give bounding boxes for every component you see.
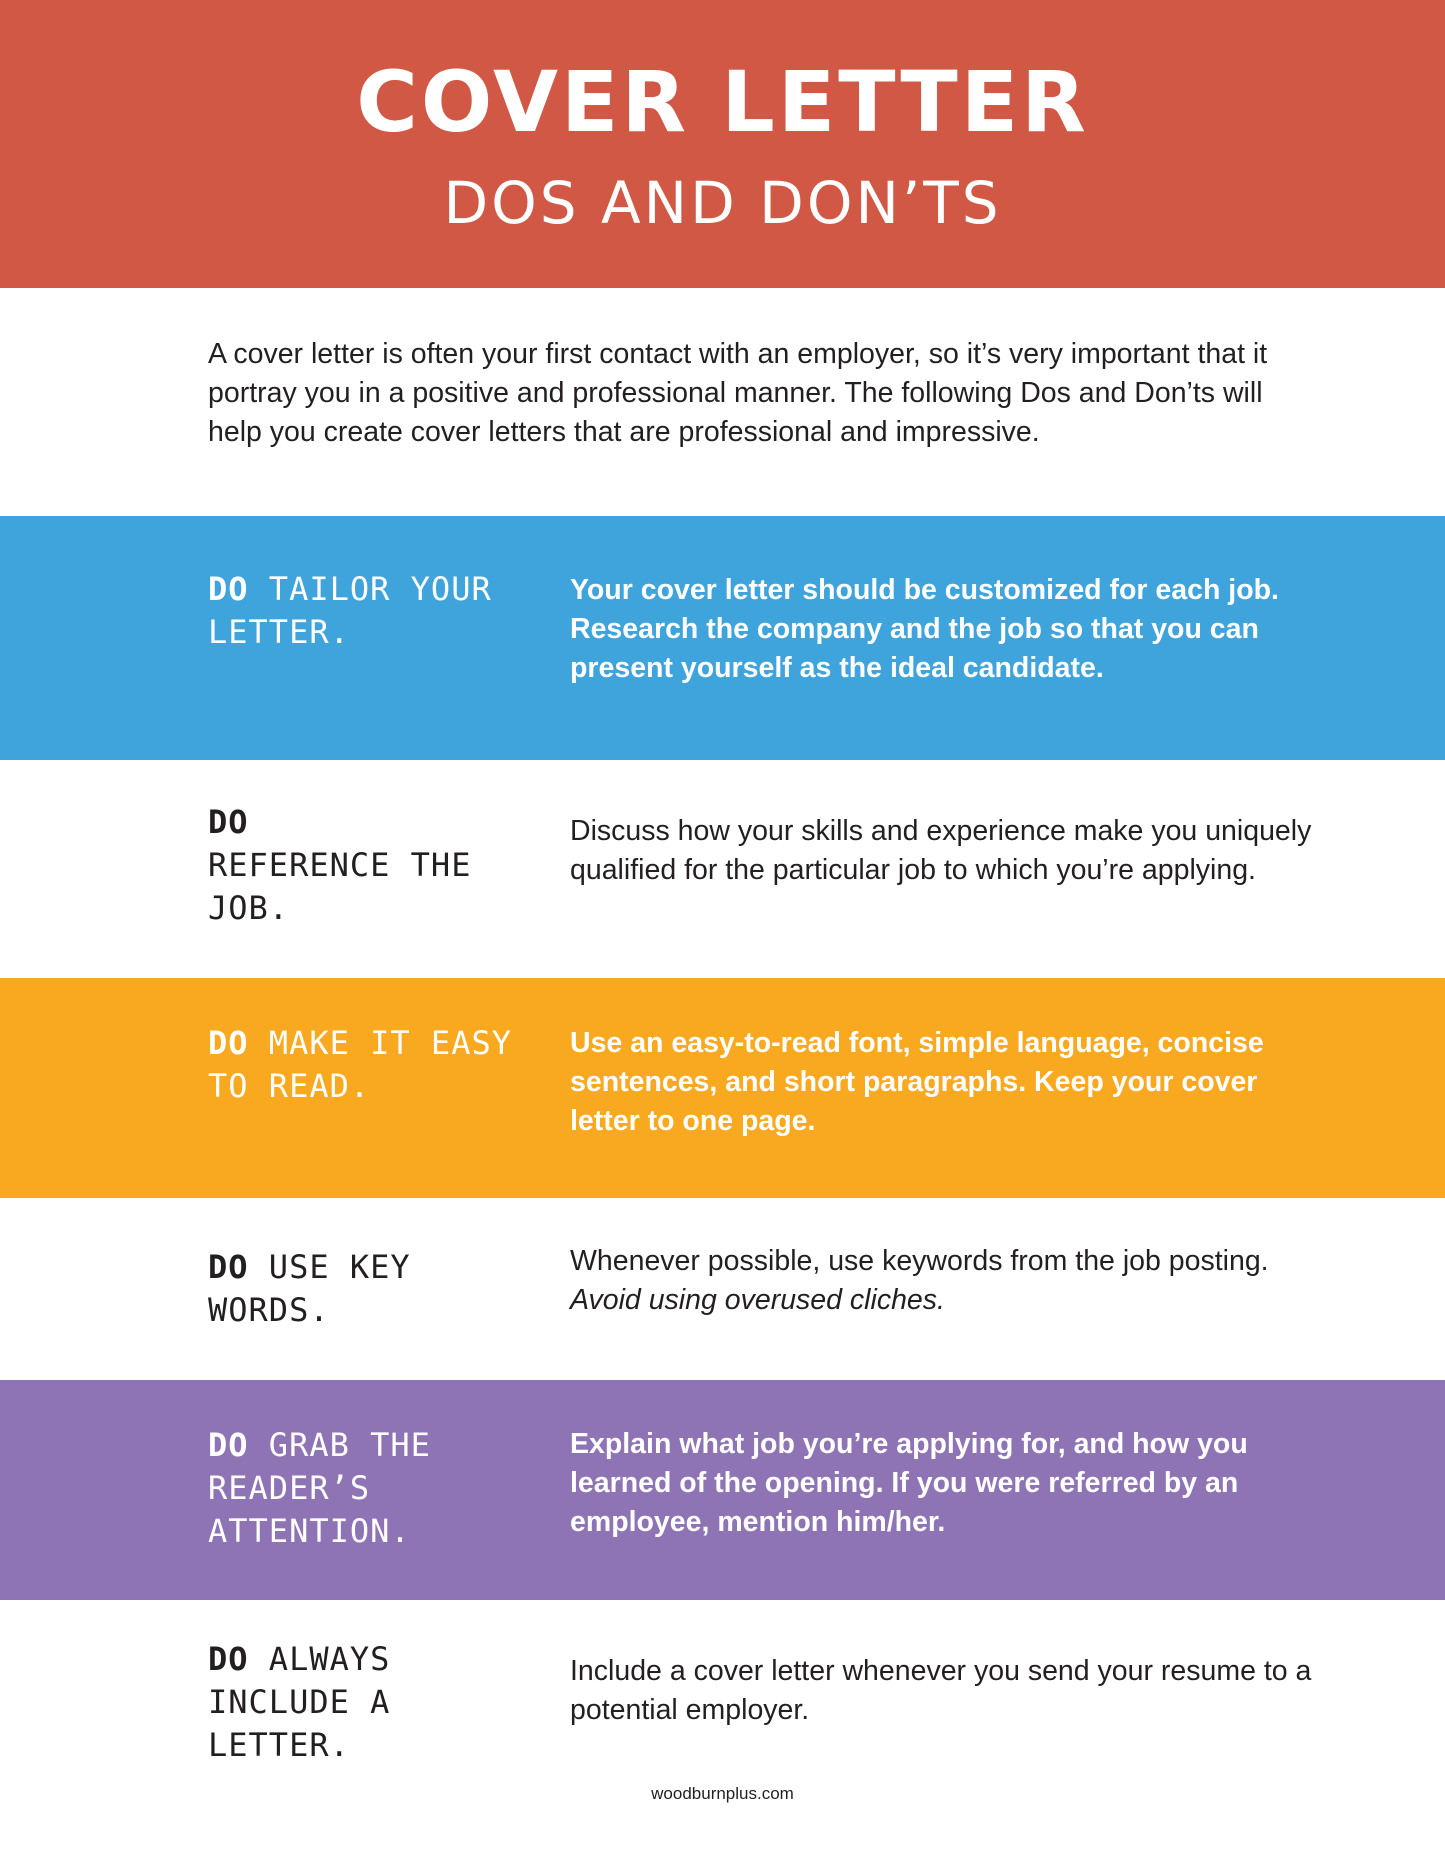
tip-label <box>208 1424 538 1553</box>
tip-description-italic: Avoid using overused cliches. <box>570 1284 945 1316</box>
tip-label-text: TAILOR YOUR LETTER. <box>208 570 492 651</box>
footer-website: woodburnplus.com <box>651 1784 794 1803</box>
tip-do-word: DO <box>208 1640 249 1678</box>
tip-row-easy-to-read <box>0 978 1445 1198</box>
tip-row-key-words <box>0 1198 1445 1380</box>
tip-do-word: DO <box>208 1248 249 1286</box>
tip-do-word: DO <box>208 1024 249 1062</box>
tip-label-text: GRAB THE READER’S ATTENTION. <box>208 1426 431 1550</box>
tip-label <box>208 1638 458 1767</box>
tip-label-text: ALWAYS INCLUDE A LETTER. <box>208 1640 391 1764</box>
tip-row-include-letter <box>0 1600 1445 1780</box>
tip-label-text: MAKE IT EASY TO READ. <box>208 1024 512 1105</box>
tip-description: Explain what job you’re applying for, and how you learned of the opening. If you were referred by an employee, mention him/her. <box>570 1428 1248 1538</box>
tip-do-word: DO <box>208 1426 249 1464</box>
tip-label <box>208 1246 468 1332</box>
tip-description: Use an easy-to-read font, simple language, concise sentences, and short paragraphs. Keep your cover letter to one page. <box>570 1027 1264 1137</box>
tip-description-text: Whenever possible, use keywords from the job posting. <box>570 1245 1269 1277</box>
tip-description: Include a cover letter whenever you send your resume to a potential employer. <box>570 1655 1312 1726</box>
tip-label <box>208 568 538 654</box>
tip-label-text: REFERENCE THE JOB. <box>208 846 472 927</box>
tip-do-word: DO <box>208 570 249 608</box>
tip-row-reference <box>0 760 1445 978</box>
tip-label <box>208 801 538 930</box>
tip-description: Your cover letter should be customized for each job. Research the company and the job so that you can present yourself as the ideal candidate. <box>570 574 1279 684</box>
tip-label <box>208 1022 538 1108</box>
header-banner <box>0 0 1445 288</box>
page-subtitle: DOS AND DON’TS <box>443 169 1002 237</box>
tip-do-word: DO <box>208 803 249 841</box>
tip-description: Discuss how your skills and experience make you uniquely qualified for the particular job to which you’re applying. <box>570 815 1312 886</box>
tip-row-tailor <box>0 516 1445 760</box>
tip-label-text: USE KEY WORDS. <box>208 1248 411 1329</box>
intro-paragraph: A cover letter is often your first contact with an employer, so it’s very important that it portray you in a positive and professional manner. The following Dos and Don’ts will help you create cover letters that are professional and impressive. <box>208 338 1268 448</box>
page-title: COVER LETTER <box>356 53 1089 151</box>
tip-description <box>570 1242 1330 1320</box>
tip-row-grab-attention <box>0 1380 1445 1600</box>
